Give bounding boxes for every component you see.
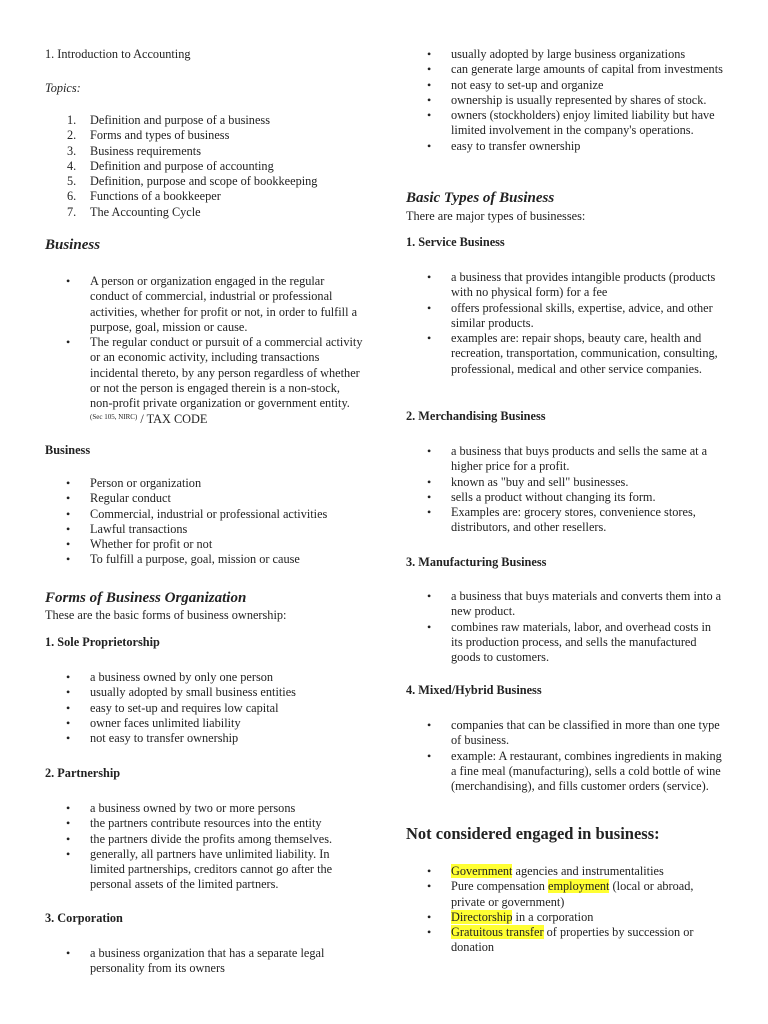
citation-superscript: (Sec 105, NIRC) (90, 412, 138, 421)
list-item: • Lawful transactions (45, 522, 365, 537)
list-item: • usually adopted by large business organizations (406, 47, 724, 62)
highlighted-term: employment (548, 879, 610, 894)
list-item: • a business owned by only one person (45, 670, 365, 685)
list-item: • known as "buy and sell" businesses. (406, 475, 724, 490)
topic-item: 7. The Accounting Cycle (67, 204, 201, 219)
service-business-label: 1. Service Business (406, 235, 505, 249)
list-item: • companies that can be classified in more than one type of business. (406, 718, 724, 749)
list-item: • not easy to set-up and organize (406, 78, 724, 93)
corporation-list (45, 946, 365, 977)
list-item: • can generate large amounts of capital from investments (406, 62, 724, 77)
list-item: • generally, all partners have unlimited liability. In limited partnerships, creditors cannot go after the personal assets of the limited partners. (45, 847, 365, 893)
list-item: • examples are: repair shops, beauty care, health and recreation, transportation, communication, consulting, professional, medical and other service companies. (406, 331, 724, 377)
mixed-business-label: 4. Mixed/Hybrid Business (406, 683, 542, 697)
list-item: • not easy to transfer ownership (45, 731, 365, 746)
not-engaged-heading: Not considered engaged in business: (406, 824, 660, 843)
list-item: • Directorship in a corporation (406, 910, 724, 925)
sole-proprietorship-list (45, 670, 365, 746)
list-item: • ownership is usually represented by shares of stock. (406, 93, 724, 108)
list-item: • owner faces unlimited liability (45, 716, 365, 731)
forms-heading: Forms of Business Organization (45, 590, 247, 606)
business-definition-list (45, 274, 365, 427)
partnership-list (45, 801, 365, 893)
types-heading: Basic Types of Business (406, 190, 555, 206)
topic-item: 6. Functions of a bookkeeper (67, 189, 221, 204)
manufacturing-business-list (406, 589, 724, 665)
list-item: • example: A restaurant, combines ingredients in making a fine meal (manufacturing), sells a cold bottle of wine (merchandising), and fills customer orders (service). (406, 749, 724, 795)
mixed-business-list (406, 718, 724, 794)
topic-item: 2. Forms and types of business (67, 128, 230, 143)
corporation-list-continued (406, 47, 724, 154)
topic-item: 1. Definition and purpose of a business (67, 113, 270, 127)
merchandising-business-label: 2. Merchandising Business (406, 409, 546, 423)
merchandising-business-list (406, 444, 724, 536)
sole-proprietorship-label: 1. Sole Proprietorship (45, 635, 160, 649)
list-item: • Pure compensation employment (local or abroad, private or government) (406, 879, 724, 910)
forms-intro: These are the basic forms of business ownership: (45, 608, 287, 622)
list-item: • sells a product without changing its form. (406, 490, 724, 505)
list-item: • a business that buys materials and converts them into a new product. (406, 589, 724, 620)
manufacturing-business-label: 3. Manufacturing Business (406, 555, 547, 569)
list-item: • offers professional skills, expertise, advice, and other similar products. (406, 301, 724, 332)
list-item: • easy to set-up and requires low capital (45, 701, 365, 716)
business-sublabel: Business (45, 443, 91, 457)
list-item: • The regular conduct or pursuit of a commercial activity or an economic activity, including transactions incidental thereto, by any person regardless of whether or not the person is engaged therein is a non-stock, non-profit private organization or government entity. $^{(Sec 105, NIRC)}$ / TAX CODE (45, 335, 365, 427)
service-business-list (406, 270, 724, 377)
list-item: • Commercial, industrial or professional activities (45, 507, 365, 522)
corporation-label: 3. Corporation (45, 911, 123, 925)
list-item: • Gratuitous transfer of properties by succession or donation (406, 925, 724, 956)
list-item: • the partners contribute resources into the entity (45, 816, 365, 831)
topics-label: Topics: (45, 81, 81, 95)
types-intro: There are major types of businesses: (406, 209, 586, 223)
business-heading: Business (45, 237, 101, 253)
list-item: • the partners divide the profits among themselves. (45, 832, 365, 847)
list-item: • a business organization that has a separate legal personality from its owners (45, 946, 365, 977)
topic-item: 4. Definition and purpose of accounting (67, 158, 274, 173)
highlighted-term: Directorship (451, 909, 513, 924)
list-item: • a business that buys products and sells the same at a higher price for a profit. (406, 444, 724, 475)
list-item: • a business that provides intangible products (products with no physical form) for a fee (406, 270, 724, 301)
highlighted-term: Gratuitous transfer (451, 925, 544, 940)
list-item: • owners (stockholders) enjoy limited liability but have limited involvement in the company's operations. (406, 108, 724, 139)
list-item: • Person or organization (45, 476, 365, 491)
topic-item: 5. Definition, purpose and scope of bookkeeping (67, 174, 318, 189)
list-item: • Whether for profit or not (45, 537, 365, 552)
highlighted-term: Government (451, 864, 513, 878)
topics-list (45, 113, 365, 220)
list-item: • easy to transfer ownership (406, 139, 724, 154)
list-item: • Examples are: grocery stores, convenience stores, distributors, and other resellers. (406, 505, 724, 536)
list-item: • usually adopted by small business entities (45, 685, 365, 700)
topic-item: 3. Business requirements (67, 143, 201, 158)
list-item: • Government agencies and instrumentalities (406, 864, 724, 879)
list-item: • combines raw materials, labor, and overhead costs in its production process, and sells the manufactured goods to customers. (406, 620, 724, 666)
business-elements-list (45, 476, 365, 568)
not-engaged-list (406, 864, 724, 956)
list-item: • a business owned by two or more persons (45, 801, 365, 816)
list-item: • Regular conduct (45, 491, 365, 506)
partnership-label: 2. Partnership (45, 766, 121, 780)
list-item: • To fulfill a purpose, goal, mission or cause (45, 552, 365, 567)
intro-title: 1. Introduction to Accounting (45, 47, 191, 61)
list-item: • A person or organization engaged in the regular conduct of commercial, industrial or professional activities, whether for profit or not, in order to fulfill a purpose, goal, mission or cause. (45, 274, 365, 335)
